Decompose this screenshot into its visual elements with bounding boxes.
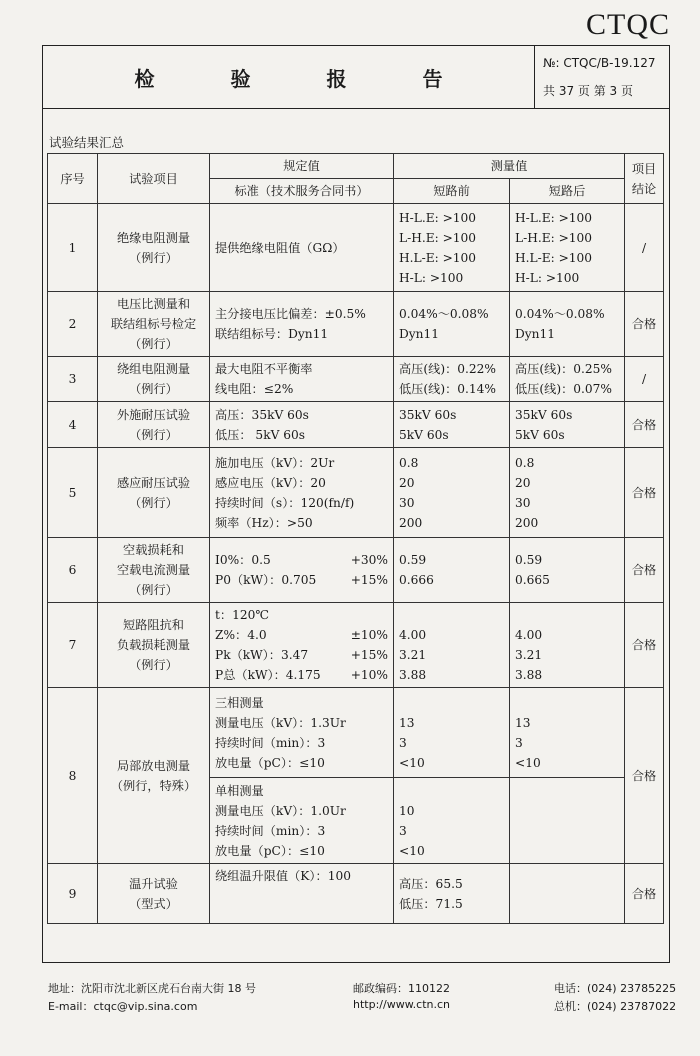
table-row (48, 864, 664, 924)
test-item-line: 绕组电阻测量 (116, 362, 191, 376)
spec-line: 测量电压（kV）：1.0Ur (215, 803, 346, 818)
table-row (48, 292, 664, 357)
test-item (98, 292, 210, 357)
spec-line (215, 550, 388, 570)
header-item: 试验项目 (98, 154, 210, 204)
table-row (48, 204, 664, 292)
before-cell (394, 778, 510, 864)
after-value: <10 (515, 755, 541, 770)
test-item-line: 感应耐压试验 (116, 475, 191, 490)
before-value: 10 (399, 803, 415, 818)
after-value: 0.04%～0.08% (515, 307, 605, 321)
before-cell (394, 292, 510, 357)
spec-value: P总（kW）：4.175 (215, 668, 321, 682)
after-value: 30 (515, 495, 531, 510)
after-cell (510, 204, 625, 292)
row-number: 9 (48, 864, 98, 924)
before-cell (394, 402, 510, 448)
before-value: 20 (399, 475, 415, 490)
row-conclusion: 合格 (625, 688, 664, 864)
after-cell (510, 357, 625, 402)
after-value: 0.665 (515, 573, 550, 587)
footer-postcode: 邮政编码：110122 (353, 982, 450, 995)
before-cell (394, 204, 510, 292)
before-value: 35kV 60s (399, 407, 457, 422)
row-conclusion: 合格 (625, 864, 664, 924)
report-header (43, 46, 669, 109)
row-conclusion: 合格 (625, 402, 664, 448)
before-cell (394, 538, 510, 603)
before-value: 200 (399, 515, 423, 530)
spec-tolerance: +15% (350, 573, 388, 587)
row-conclusion: 合格 (625, 292, 664, 357)
spec-tolerance: +30% (350, 553, 388, 567)
spec-cell (210, 402, 394, 448)
spec-line (215, 665, 388, 685)
after-value: 20 (515, 475, 531, 490)
test-item-line: （例行） (129, 658, 178, 672)
spec-value: Pk（kW）：3.47 (215, 648, 309, 662)
after-value: H-L: >100 (515, 270, 580, 285)
spec-line: 单相测量 (215, 783, 264, 798)
before-value: 低压(线)：0.14% (399, 382, 496, 396)
after-value: 13 (515, 715, 531, 730)
row-number: 4 (48, 402, 98, 448)
row-number: 8 (48, 688, 98, 864)
spec-line (215, 645, 388, 665)
before-value: 4.00 (399, 628, 427, 642)
test-item (98, 448, 210, 538)
test-item-line: 空载电流测量 (116, 563, 191, 577)
footer-phone: 电话：(024) 23785225 (554, 982, 677, 995)
before-cell (394, 357, 510, 402)
header-before: 短路前 (394, 179, 510, 204)
footer-fax: 总机：(024) 23787022 (554, 1000, 677, 1013)
after-value: 高压(线)：0.25% (515, 362, 612, 376)
after-cell (510, 292, 625, 357)
before-cell (394, 603, 510, 688)
spec-line (215, 570, 388, 590)
spec-value: t：120℃ (215, 608, 269, 622)
row-conclusion: 合格 (625, 603, 664, 688)
spec-line: 放电量（pC）：≤10 (215, 755, 325, 770)
test-item-line: 温升试验 (129, 876, 178, 891)
test-item (98, 538, 210, 603)
before-value: 3.21 (399, 648, 427, 662)
row-conclusion: 合格 (625, 538, 664, 603)
after-cell (510, 448, 625, 538)
after-value: Dyn11 (515, 327, 556, 341)
document-number: №: CTQC/B-19.127 (543, 56, 656, 70)
spec-value: I0%：0.5 (215, 553, 271, 567)
spec-value: P0（kW）：0.705 (215, 573, 317, 587)
test-item (98, 688, 210, 864)
before-value: 低压：71.5 (399, 896, 463, 911)
after-value: 5kV 60s (515, 427, 565, 442)
before-value (399, 605, 504, 625)
after-value: 3.88 (515, 668, 543, 682)
spec-tolerance: +15% (350, 648, 388, 662)
before-value (399, 781, 504, 801)
before-value: <10 (399, 755, 425, 770)
row-number: 2 (48, 292, 98, 357)
table-header-row (48, 154, 664, 179)
row-conclusion: / (625, 204, 664, 292)
before-value: 0.59 (399, 553, 427, 567)
after-value: L-H.E: >100 (515, 230, 593, 245)
spec-line: 最大电阻不平衡率 (215, 362, 313, 376)
spec-line: 感应电压（kV）：20 (215, 475, 326, 490)
footer (48, 980, 677, 1016)
header-seq: 序号 (48, 154, 98, 204)
before-value: 3 (399, 735, 407, 750)
before-cell (394, 864, 510, 924)
before-value: 3.88 (399, 668, 427, 682)
before-value: 0.8 (399, 455, 419, 470)
spec-line: 联结组标号：Dyn11 (215, 327, 329, 341)
spec-line (215, 605, 388, 625)
row-number: 1 (48, 204, 98, 292)
spec-line: 主分接电压比偏差：±0.5% (215, 307, 366, 321)
test-item-line: （例行） (129, 337, 178, 351)
after-cell (510, 402, 625, 448)
before-value: 0.666 (399, 573, 434, 587)
before-value: 5kV 60s (399, 427, 449, 442)
footer-email: E-mail：ctqc@vip.sina.com (48, 1000, 198, 1013)
spec-tolerance: +10% (350, 668, 388, 682)
footer-website: http://www.ctn.cn (353, 998, 451, 1011)
row-number: 3 (48, 357, 98, 402)
row-conclusion: 合格 (625, 448, 664, 538)
table-row (48, 538, 664, 603)
after-value: 35kV 60s (515, 407, 573, 422)
spec-cell (210, 448, 394, 538)
row-number: 5 (48, 448, 98, 538)
test-item (98, 603, 210, 688)
before-value: H.L-E: >100 (399, 250, 477, 265)
test-item (98, 357, 210, 402)
spec-line: 测量电压（kV）：1.3Ur (215, 715, 346, 730)
spec-cell (210, 603, 394, 688)
spec-line: 持续时间（min）：3 (215, 735, 326, 750)
spec-line: 低压： 5kV 60s (215, 427, 306, 442)
before-value: L-H.E: >100 (399, 230, 477, 245)
test-item-line: （例行） (129, 583, 178, 597)
row-conclusion: / (625, 357, 664, 402)
header-measured: 测量值 (394, 154, 625, 179)
title-char: 报 (326, 66, 347, 91)
spec-cell (210, 204, 394, 292)
spec-cell (210, 864, 394, 924)
spec-value: Z%：4.0 (215, 628, 267, 642)
table-row (48, 402, 664, 448)
test-item-line: 局部放电测量 (116, 758, 191, 773)
header-conclusion: 项目结论 (625, 154, 664, 204)
spec-line: 持续时间（s）：120(fn/f) (215, 495, 355, 510)
table-row (48, 688, 664, 778)
before-value: H-L.E: >100 (399, 210, 477, 225)
test-item-line: 绝缘电阻测量 (116, 230, 191, 245)
spec-line: 提供绝缘电阻值（GΩ） (215, 240, 345, 255)
after-value: H-L.E: >100 (515, 210, 593, 225)
spec-cell (210, 538, 394, 603)
row-number: 6 (48, 538, 98, 603)
spec-cell (210, 778, 394, 864)
before-cell (394, 688, 510, 778)
test-item-line: （例行） (129, 495, 178, 510)
before-value: H-L: >100 (399, 270, 464, 285)
test-item-line: （型式） (129, 896, 178, 911)
before-value (399, 693, 504, 713)
after-value: 200 (515, 515, 539, 530)
before-value: 30 (399, 495, 415, 510)
table-row (48, 603, 664, 688)
spec-cell (210, 357, 394, 402)
table-row (48, 357, 664, 402)
title-char: 告 (422, 66, 443, 91)
title-char: 检 (134, 66, 155, 91)
before-value: Dyn11 (399, 327, 440, 341)
test-item-line: 外施耐压试验 (116, 407, 191, 422)
spec-cell (210, 292, 394, 357)
before-value: <10 (399, 843, 425, 858)
test-item-line: 空载损耗和 (123, 543, 184, 557)
before-value: 0.04%～0.08% (399, 307, 489, 321)
spec-line: 三相测量 (215, 695, 264, 710)
test-item (98, 402, 210, 448)
title-char: 验 (230, 66, 251, 91)
after-value: 0.8 (515, 455, 535, 470)
before-value: 13 (399, 715, 415, 730)
header-after: 短路后 (510, 179, 625, 204)
test-item (98, 864, 210, 924)
report-frame (42, 45, 670, 963)
brand-logo-text: CTQC (585, 8, 670, 41)
after-cell (510, 688, 625, 778)
results-table (47, 153, 664, 924)
test-item-line: 短路阻抗和 (123, 618, 184, 632)
spec-tolerance: ±10% (350, 628, 388, 642)
spec-line: 线电阻：≤2% (215, 382, 294, 396)
after-value: 0.59 (515, 553, 543, 567)
test-item-line: （例行，特殊） (110, 778, 197, 793)
page-count: 共 37 页 第 3 页 (543, 84, 633, 98)
test-item-line: 电压比测量和 (116, 297, 191, 311)
test-item-line: （例行） (129, 427, 178, 442)
after-value (515, 605, 619, 625)
after-value: 3.21 (515, 648, 543, 662)
before-value: 高压：65.5 (399, 876, 463, 891)
spec-line: 频率（Hz）：>50 (215, 515, 313, 530)
after-value (515, 693, 619, 713)
after-value: 3 (515, 735, 523, 750)
report-title (43, 46, 535, 108)
after-value: H.L-E: >100 (515, 250, 593, 265)
test-item-line: 联结组标号检定 (110, 317, 197, 331)
table-row (48, 448, 664, 538)
after-cell (510, 778, 625, 864)
spec-line: 高压：35kV 60s (215, 407, 309, 422)
after-cell (510, 864, 625, 924)
header-spec-sub: 标准（技术服务合同书） (210, 179, 394, 204)
after-value: 低压(线)：0.07% (515, 382, 612, 396)
before-value: 高压(线)：0.22% (399, 362, 496, 376)
spec-line: 持续时间（min）：3 (215, 823, 326, 838)
spec-line: 绕组温升限值（K）：100 (215, 869, 351, 883)
after-cell (510, 538, 625, 603)
section-title: 试验结果汇总 (49, 135, 125, 150)
footer-address: 地址：沈阳市沈北新区虎石台南大街 18 号 (48, 982, 256, 995)
spec-line: 施加电压（kV）：2Ur (215, 455, 335, 470)
test-item-line: （例行） (129, 250, 178, 265)
spec-cell (210, 688, 394, 778)
test-item-line: （例行） (129, 382, 178, 396)
before-value: 3 (399, 823, 407, 838)
header-spec: 规定值 (210, 154, 394, 179)
test-item (98, 204, 210, 292)
row-number: 7 (48, 603, 98, 688)
test-item-line: 负载损耗测量 (116, 638, 191, 652)
spec-line (215, 625, 388, 645)
before-cell (394, 448, 510, 538)
after-cell (510, 603, 625, 688)
spec-line: 放电量（pC）：≤10 (215, 843, 325, 858)
after-value: 4.00 (515, 628, 543, 642)
